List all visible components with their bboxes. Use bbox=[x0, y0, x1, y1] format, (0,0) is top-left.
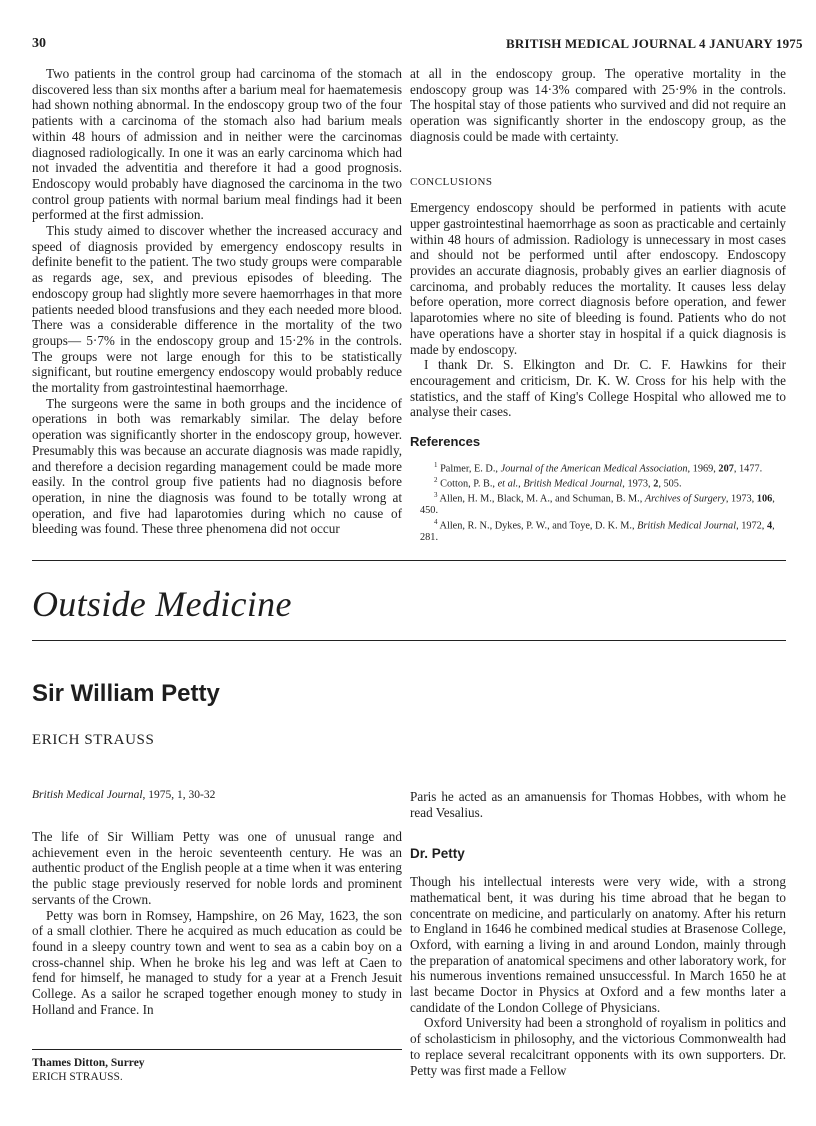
reference-item: $^2$ Cotton, P. B., et al., British Medical Journal, 1973, 2, 505. bbox=[434, 475, 682, 490]
footnote-rule bbox=[32, 1049, 402, 1050]
subheading-dr-petty: Dr. Petty bbox=[410, 846, 465, 862]
bottom-left-column bbox=[32, 829, 402, 1017]
section-title-rule bbox=[32, 640, 786, 641]
section-divider bbox=[32, 560, 786, 561]
conclusions-paragraph: Emergency endoscopy should be performed in patients with acute upper gastrointestinal haemorrhage as soon as practicable and certainly within 48 hours of admission. Radiology is unnecessary in most cases and should not be performed until after endoscopy. Endoscopy provides an accurate diagnosis, probably gives an earlier diagnosis of carcinoma, and probably reduces the mortality. It causes less delay before operation, more correct diagnosis before operation, and fewer laparotomies where no site of bleeding is found. Patients who do not have operations have a shorter stay in hospital if a quick diagnosis is made by endoscopy. bbox=[410, 200, 786, 357]
body-paragraph: Though his intellectual interests were very wide, with a strong mathematical bent, it was during his time abroad that he began to concentrate on medicine, and particularly on anatomy. After his return to England in 1646 he combined medical studies at Brasenose College, Oxford, with earning a living in and around London, mainly through the preparation of anatomical specimens and other laboratory work, for his numerous inventions remained unsuccessful. In March 1650 he at last became Doctor in Physics at Oxford and a few months later a candidate of the London College of Physicians. bbox=[410, 874, 786, 1015]
body-paragraph: Two patients in the control group had carcinoma of the stomach discovered less than six months after a barium meal for haematemesis had shown nothing abnormal. In the endoscopy group two of the four patients with a carcinoma of the stomach also had barium meals within 48 hours of admission and in neither were the carcinomas diagnosed radiologically. In one it was an early carcinoma which had not invaded the adventitia and therefore it had a good prognosis. Endoscopy would probably have diagnosed the carcinoma in the two control group patients with normal barium meal findings had it been performed at the first admission. bbox=[32, 66, 402, 223]
citation-line: British Medical Journal, 1975, 1, 30-32 bbox=[32, 789, 216, 801]
page-number: 30 bbox=[32, 36, 46, 51]
reference-list bbox=[410, 460, 786, 544]
affiliation-place: Thames Ditton, Surrey bbox=[32, 1057, 145, 1069]
body-paragraph: This study aimed to discover whether the increased accuracy and speed of diagnosis provided by emergency endoscopy results in definite benefit to the patient. The two study groups were comparable as regards age, sex, and previous episodes of bleeding. The endoscopy group had slightly more severe haemorrhages in that more patients needed blood transfusions and they each needed more blood. There was a considerable difference in the mortality of the two groups— 5·7% in the endoscopy group and 15·2% in the controls. The groups were not large enough for this to be statistically significant, but routine emergency endoscopy would probably reduce the mortality from gastrointestinal haemorrhage. bbox=[32, 223, 402, 396]
section-title: Outside Medicine bbox=[32, 584, 292, 624]
affiliation-name: ERICH STRAUSS. bbox=[32, 1071, 123, 1083]
continuation-paragraph: at all in the endoscopy group. The operative mortality in the endoscopy group was 14·3% compared with 25·9% in the controls. The hospital stay of those patients who survived and did not require an operation was significantly shorter in the endoscopy group, as the diagnosis could be made with certainty. bbox=[410, 66, 786, 144]
bottom-right-column bbox=[410, 789, 786, 1078]
body-paragraph: The life of Sir William Petty was one of unusual range and achievement even in the heroic seventeenth century. He was an authentic product of the English people at a time when it was entering the public stage previously reserved for noble lords and prominent servants of the Crown. bbox=[32, 829, 402, 907]
reference-item: $^3$ Allen, H. M., Black, M. A., and Schuman, B. M., Archives of Surgery, 1973, 106, 450. bbox=[420, 491, 775, 517]
running-head: BRITISH MEDICAL JOURNAL 4 JANUARY 1975 bbox=[506, 36, 803, 51]
acknowledgement-paragraph: I thank Dr. S. Elkington and Dr. C. F. Hawkins for their encouragement and criticism, Dr. K. W. Cross for his help with the statistics, and the staff of King's College Hospital who allowed me to analyse their cases. bbox=[410, 357, 786, 420]
author-byline: ERICH STRAUSS bbox=[32, 732, 155, 748]
body-paragraph: Oxford University had been a stronghold of royalism in politics and of scholasticism in philosophy, and the victorious Commonwealth had to replace several recalcitrant opponents with its own supporters. Dr. Petty was first made a Fellow bbox=[410, 1015, 786, 1078]
body-paragraph: The surgeons were the same in both groups and the incidence of operations in both was remarkably similar. The delay before operation was significantly shorter in the endoscopy group, however. Presumably this was because an accurate diagnosis was made rapidly, and therefore a decision regarding management could be made more easily. In the control group five patients had no diagnosis before operation, in nine the diagnosis was found to be totally wrong at operation, and five had laparotomies during which no cause of bleeding was found. These three phenomena did not occur bbox=[32, 395, 402, 537]
body-paragraph: Petty was born in Romsey, Hampshire, on 26 May, 1623, the son of a small clothier. There he acquired as much education as could be found in a sleepy country town and went to sea as a cabin boy on a cross-channel ship. When he broke his leg and was left at Caen to fend for himself, he managed to study for a year at a French Jesuit College. As a sailor he scraped together enough money to study in Holland and France. In bbox=[32, 907, 402, 1017]
top-left-column bbox=[32, 66, 402, 537]
top-right-column bbox=[410, 66, 786, 544]
continuation-paragraph: Paris he acted as an amanuensis for Thomas Hobbes, with whom he read Vesalius. bbox=[410, 789, 786, 820]
reference-item: $^1$ Palmer, E. D., Journal of the American Medical Association, 1969, 207, 1477. bbox=[434, 460, 763, 475]
conclusions-heading: CONCLUSIONS bbox=[410, 175, 493, 188]
reference-item: $^4$ Allen, R. N., Dykes, P. W., and Toye, D. K. M., British Medical Journal, 1972, 4, 281. bbox=[420, 518, 775, 544]
references-title: References bbox=[410, 434, 481, 450]
author-affiliation bbox=[32, 1056, 402, 1084]
article-title: Sir William Petty bbox=[32, 680, 220, 707]
